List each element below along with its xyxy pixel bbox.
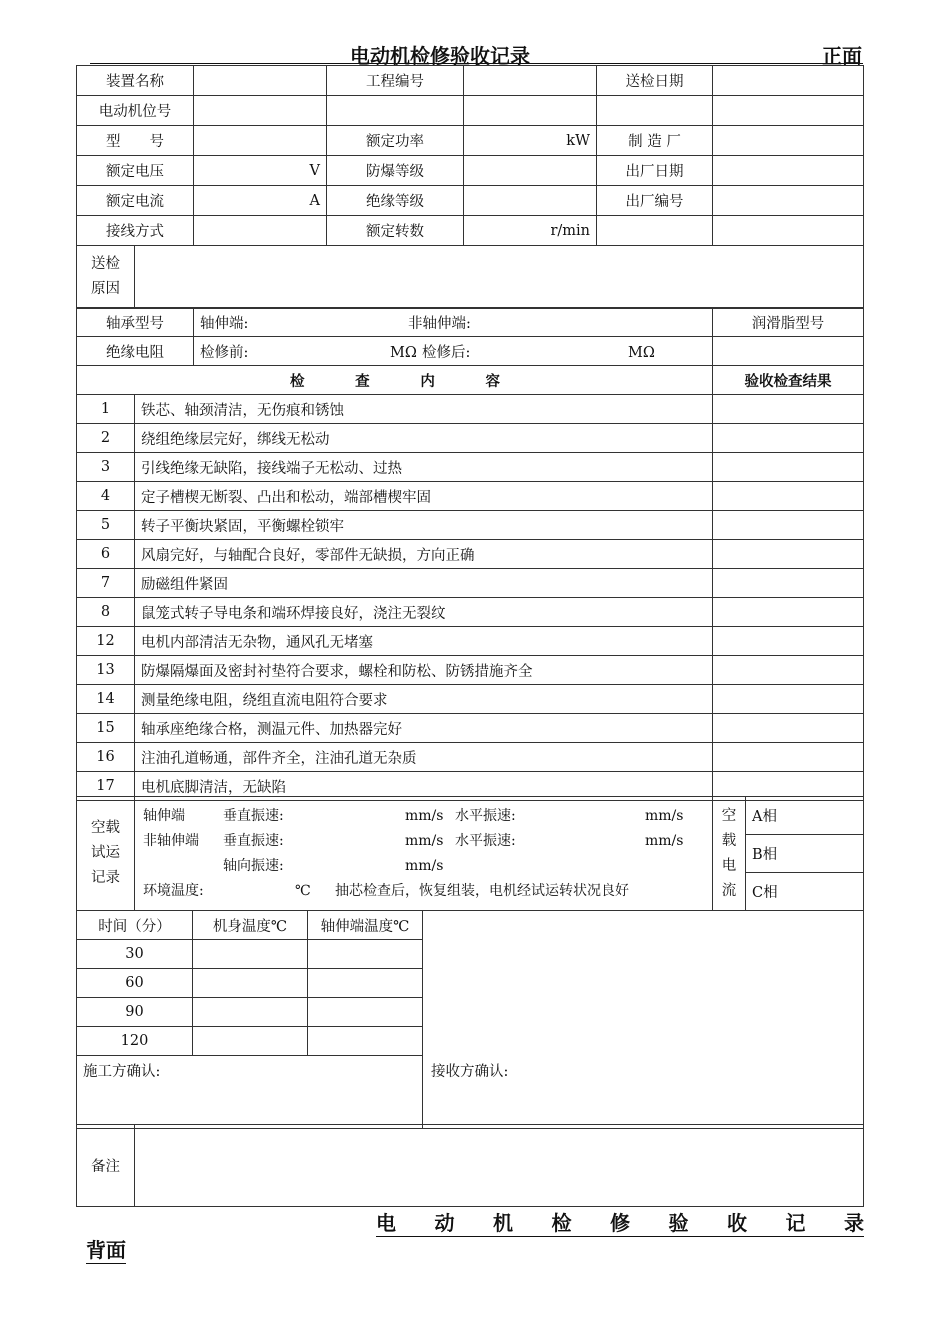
check-content-header: 检 查 内 容	[77, 366, 713, 395]
temp-blank-area	[423, 911, 864, 1056]
check-text: 引线绝缘无缺陷，接线端子无松动、过热	[135, 453, 713, 482]
field-factory-date[interactable]	[713, 156, 864, 186]
temp-shaft-90[interactable]	[308, 998, 423, 1027]
noload-statement: 抽芯检查后，恢复组装，电机经试运转状况良好	[335, 882, 629, 899]
check-text: 铁芯、轴颈清洁，无伤痕和锈蚀	[135, 395, 713, 424]
temp-header-time: 时间（分）	[77, 911, 193, 940]
field-insulation-res[interactable]	[194, 337, 713, 366]
label-noload-non-shaft-end: 非轴伸端	[143, 832, 199, 849]
inspection-items-table	[76, 365, 864, 801]
check-result[interactable]	[713, 714, 864, 743]
title-underline	[90, 63, 863, 64]
check-text: 转子平衡块紧固，平衡螺栓锁牢	[135, 511, 713, 540]
label-noload-shaft-end: 轴伸端	[143, 807, 185, 824]
check-result[interactable]	[713, 424, 864, 453]
check-no: 13	[77, 656, 135, 685]
field-explosion-grade[interactable]	[464, 156, 597, 186]
phase-c[interactable]: C相	[746, 873, 864, 911]
remark-table	[76, 1124, 864, 1207]
check-result[interactable]	[713, 627, 864, 656]
check-text: 鼠笼式转子导电条和端环焊接良好，浇注无裂纹	[135, 598, 713, 627]
check-no: 17	[77, 772, 135, 801]
check-row	[77, 540, 864, 569]
check-text: 风扇完好，与轴配合良好，零部件无缺损，方向正确	[135, 540, 713, 569]
check-no: 15	[77, 714, 135, 743]
label-insulation-res: 绝缘电阻	[77, 337, 194, 366]
field-model[interactable]	[194, 126, 327, 156]
field-rated-power[interactable]	[464, 126, 597, 156]
label-insulation-grade: 绝缘等级	[327, 186, 464, 216]
label-factory-date: 出厂日期	[597, 156, 713, 186]
receiver-confirm[interactable]: 接收方确认:	[423, 1056, 864, 1129]
temp-time-90: 90	[77, 998, 193, 1027]
checklist-table	[76, 245, 864, 309]
field-project-no[interactable]	[464, 66, 597, 96]
check-row	[77, 511, 864, 540]
check-result[interactable]	[713, 453, 864, 482]
temp-body-120[interactable]	[193, 1027, 308, 1056]
check-text: 防爆隔爆面及密封衬垫符合要求，螺栓和防松、防锈措施齐全	[135, 656, 713, 685]
check-row	[77, 598, 864, 627]
check-row	[77, 627, 864, 656]
check-text: 轴承座绝缘合格，测温元件、加热器完好	[135, 714, 713, 743]
check-text: 定子槽楔无断裂、凸出和松动，端部槽楔牢固	[135, 482, 713, 511]
label-project-no: 工程编号	[327, 66, 464, 96]
label-model: 型 号	[77, 126, 194, 156]
field-inspect-date[interactable]	[713, 66, 864, 96]
unit-rmin: r/min	[550, 222, 590, 239]
field-grease[interactable]	[713, 337, 864, 366]
check-no: 5	[77, 511, 135, 540]
field-remark[interactable]	[135, 1125, 864, 1207]
check-row	[77, 395, 864, 424]
temperature-table	[76, 910, 864, 1129]
check-text: 测量绝缘电阻，绕组直流电阻符合要求	[135, 685, 713, 714]
label-grease-model: 润滑脂型号	[713, 308, 864, 337]
label-rated-speed: 额定转数	[327, 216, 464, 246]
unit-mohm-1: MΩ	[390, 344, 417, 361]
check-no: 3	[77, 453, 135, 482]
check-text: 注油孔道畅通，部件齐全，注油孔道无杂质	[135, 743, 713, 772]
field-blank-3[interactable]	[597, 96, 713, 126]
label-before-repair: 检修前:	[200, 344, 249, 361]
bearing-table	[76, 307, 864, 366]
check-text: 电机内部清洁无杂物，通风孔无堵塞	[135, 627, 713, 656]
field-blank-2[interactable]	[464, 96, 597, 126]
back-page-title: 电 动 机 检 修 验 收 记 录	[376, 1207, 864, 1237]
check-result[interactable]	[713, 511, 864, 540]
check-result[interactable]	[713, 743, 864, 772]
temp-time-30: 30	[77, 940, 193, 969]
label-noload-record: 空载 试运 记录	[77, 797, 135, 911]
phase-a[interactable]: A相	[746, 797, 864, 835]
field-factory-no[interactable]	[713, 186, 864, 216]
label-device-name: 装置名称	[77, 66, 194, 96]
field-insulation-grade[interactable]	[464, 186, 597, 216]
label-rated-voltage: 额定电压	[77, 156, 194, 186]
label-inspect-date: 送检日期	[597, 66, 713, 96]
check-result-header: 验收检查结果	[713, 366, 864, 395]
check-result[interactable]	[713, 598, 864, 627]
field-rated-current[interactable]	[194, 186, 327, 216]
check-result[interactable]	[713, 656, 864, 685]
check-no: 1	[77, 395, 135, 424]
field-blank-1[interactable]	[327, 96, 464, 126]
check-no: 16	[77, 743, 135, 772]
label-rated-current: 额定电流	[77, 186, 194, 216]
check-row	[77, 424, 864, 453]
check-text: 电机底脚清洁，无缺陷	[135, 772, 713, 801]
label-non-shaft-end: 非轴伸端:	[408, 315, 471, 332]
temp-header-body: 机身温度℃	[193, 911, 308, 940]
check-row	[77, 656, 864, 685]
check-no: 12	[77, 627, 135, 656]
field-device-name[interactable]	[194, 66, 327, 96]
check-no: 6	[77, 540, 135, 569]
check-no: 14	[77, 685, 135, 714]
check-no: 2	[77, 424, 135, 453]
field-rated-voltage[interactable]	[194, 156, 327, 186]
check-result[interactable]	[713, 482, 864, 511]
check-text: 励磁组件紧固	[135, 569, 713, 598]
label-shaft-end: 轴伸端:	[200, 315, 249, 332]
field-wiring[interactable]	[194, 216, 327, 246]
unit-v: V	[309, 162, 320, 179]
check-row	[77, 482, 864, 511]
check-result[interactable]	[713, 569, 864, 598]
temp-time-120: 120	[77, 1027, 193, 1056]
check-result[interactable]	[713, 395, 864, 424]
unit-a: A	[309, 192, 320, 209]
label-reason: 送检 原因	[77, 246, 135, 309]
temp-shaft-60[interactable]	[308, 969, 423, 998]
field-manufacturer[interactable]	[713, 126, 864, 156]
label-explosion-grade: 防爆等级	[327, 156, 464, 186]
temp-body-60[interactable]	[193, 969, 308, 998]
label-wiring: 接线方式	[77, 216, 194, 246]
check-no: 8	[77, 598, 135, 627]
check-row	[77, 714, 864, 743]
field-blank-4[interactable]	[713, 96, 864, 126]
label-bearing-model: 轴承型号	[77, 308, 194, 337]
check-row	[77, 743, 864, 772]
label-remark: 备注	[77, 1125, 135, 1207]
check-text: 绕组绝缘层完好，绑线无松动	[135, 424, 713, 453]
label-manufacturer: 制 造 厂	[597, 126, 713, 156]
check-result[interactable]	[713, 540, 864, 569]
unit-kw: kW	[566, 132, 590, 149]
label-noload-current: 空 载 电 流	[713, 797, 746, 911]
unit-mohm-2: MΩ	[628, 344, 655, 361]
temp-shaft-30[interactable]	[308, 940, 423, 969]
check-row	[77, 453, 864, 482]
motor-info-table	[76, 65, 864, 246]
noload-table	[76, 796, 864, 911]
field-blank-5[interactable]	[597, 216, 713, 246]
noload-vibration[interactable]: 轴伸端 垂直振速: mm/s 水平振速: mm/s 非轴伸端 垂直振速: mm/s 水平振速: mm/s 轴向振速: mm/s 环境温度: ℃ 抽芯检查后，恢复组装，电机经试运转状况良好	[135, 797, 713, 911]
page-title: 电动机检修验收记录	[350, 44, 530, 68]
temp-body-30[interactable]	[193, 940, 308, 969]
temp-shaft-120[interactable]	[308, 1027, 423, 1056]
field-blank-6[interactable]	[713, 216, 864, 246]
check-no: 7	[77, 569, 135, 598]
builder-confirm[interactable]: 施工方确认:	[77, 1056, 423, 1129]
label-after-repair: 检修后:	[422, 344, 471, 361]
temp-body-90[interactable]	[193, 998, 308, 1027]
label-motor-pos: 电动机位号	[77, 96, 194, 126]
side-label: 正面	[822, 44, 862, 68]
field-bearing[interactable]	[194, 308, 713, 337]
temp-header-shaft: 轴伸端温度℃	[308, 911, 423, 940]
back-label: 背面	[86, 1234, 126, 1264]
check-row	[77, 685, 864, 714]
check-no: 4	[77, 482, 135, 511]
field-reason[interactable]	[135, 246, 864, 309]
phase-b[interactable]: B相	[746, 835, 864, 873]
label-rated-power: 额定功率	[327, 126, 464, 156]
temp-time-60: 60	[77, 969, 193, 998]
label-factory-no: 出厂编号	[597, 186, 713, 216]
check-row	[77, 569, 864, 598]
field-motor-pos[interactable]	[194, 96, 327, 126]
check-result[interactable]	[713, 685, 864, 714]
field-rated-speed[interactable]	[464, 216, 597, 246]
